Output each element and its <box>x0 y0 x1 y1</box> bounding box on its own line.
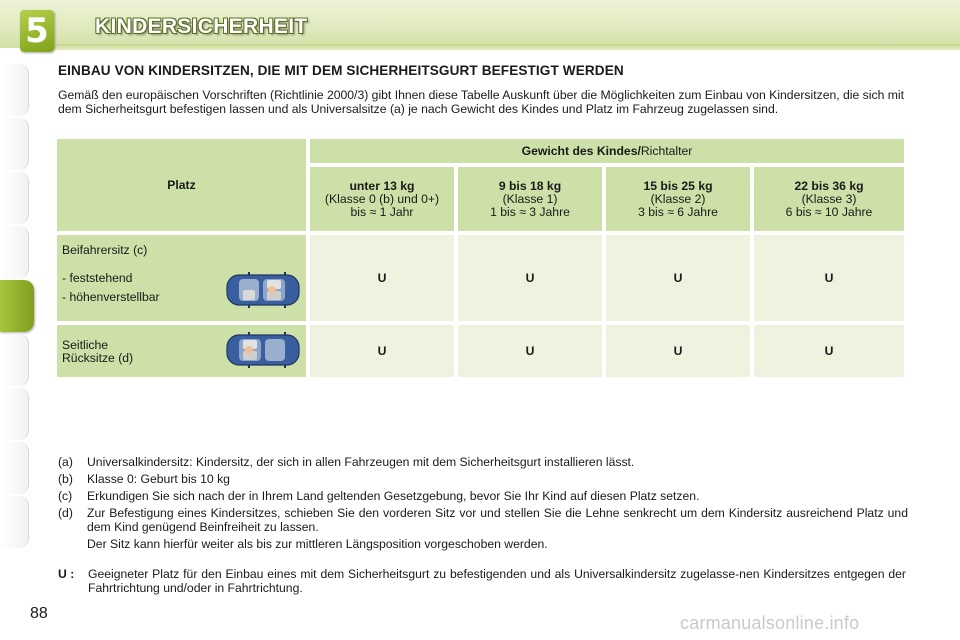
weight-header-rest: Richtalter <box>640 143 693 158</box>
chapter-tab[interactable] <box>0 496 29 548</box>
suitability-cell: U <box>458 235 602 321</box>
row-label-front-passenger <box>57 235 306 321</box>
section-heading: EINBAU VON KINDERSITZEN, DIE MIT DEM SICHERHEITSGURT BEFESTIGT WERDEN <box>58 63 624 78</box>
suitability-cell: U <box>754 235 904 321</box>
weight-header <box>310 139 904 163</box>
weight-class-group: (Klasse 1) <box>502 191 558 206</box>
place-header <box>57 139 306 231</box>
car-topview-front-seat-icon <box>225 271 301 309</box>
child-seat-table <box>53 135 908 381</box>
weight-class-age: 1 bis ≈ 3 Jahre <box>490 204 570 219</box>
footnote-text: Erkundigen Sie sich nach der in Ihrem Land geltenden Gesetzgebung, bevor Sie Ihr Kind auf diesen Platz setzen. <box>87 489 700 503</box>
footnote-a <box>58 455 908 469</box>
chapter-tab[interactable] <box>0 334 29 386</box>
footnote-text: Universalkindersitz: Kindersitz, der sich in allen Fahrzeugen mit dem Sicherheitsgurt installieren lässt. <box>87 455 635 469</box>
suitability-cell: U <box>310 235 454 321</box>
footnote-key: (b) <box>58 472 73 486</box>
watermark: carmanualsonline.info <box>680 613 860 633</box>
footnote-key: (a) <box>58 455 73 469</box>
footnote-extra: Der Sitz kann hierfür weiter als bis zur mittleren Längsposition vorgeschoben werden. <box>87 537 548 551</box>
weight-class-header <box>754 167 904 231</box>
chapter-tab[interactable] <box>0 172 29 224</box>
weight-class-age: bis ≈ 1 Jahr <box>350 204 414 219</box>
weight-header-bold: Gewicht des Kindes/ <box>521 143 641 158</box>
weight-class-group: (Klasse 3) <box>801 191 857 206</box>
chapter-tab[interactable] <box>0 118 29 170</box>
row-label-rear-side <box>57 325 306 377</box>
chapter-tab-active[interactable] <box>0 280 34 332</box>
page-title: KINDERSICHERHEIT <box>95 15 308 38</box>
place-header-label: Platz <box>167 177 196 192</box>
fixed-seat-label: - feststehend <box>62 271 133 285</box>
weight-class-age: 3 bis ≈ 6 Jahre <box>638 204 718 219</box>
weight-class-header <box>606 167 750 231</box>
suitability-cell: U <box>606 235 750 321</box>
chapter-badge: 5 <box>20 10 54 52</box>
weight-class-kg: 9 bis 18 kg <box>498 178 562 193</box>
u-legend <box>58 567 906 595</box>
chapter-tabs <box>0 64 36 574</box>
footnote-c <box>58 489 908 503</box>
u-legend-text: Geeigneter Platz für den Einbau eines mit dem Sicherheitsgurt zu befestigenden und als Universalkindersitz zugelasse-nen Kindersitzes entgegen der Fahrtrichtung und/oder in Fahrtrichtung. <box>88 567 906 595</box>
car-topview-rear-seat-icon <box>225 331 301 369</box>
footnote-key: (c) <box>58 489 73 503</box>
page-number: 88 <box>30 605 48 622</box>
footnote-b <box>58 472 908 486</box>
weight-class-kg: 22 bis 36 kg <box>794 178 864 193</box>
u-legend-key: U : <box>58 567 75 581</box>
height-adjustable-label: - höhenverstellbar <box>62 290 160 304</box>
chapter-tab[interactable] <box>0 64 29 116</box>
footnote-d <box>58 506 908 551</box>
weight-class-header <box>458 167 602 231</box>
weight-class-group: (Klasse 0 (b) und 0+) <box>324 191 440 206</box>
weight-class-age: 6 bis ≈ 10 Jahre <box>785 204 873 219</box>
suitability-cell: U <box>310 325 454 377</box>
suitability-cell: U <box>606 325 750 377</box>
chapter-tab[interactable] <box>0 442 29 494</box>
footnote-text: Klasse 0: Geburt bis 10 kg <box>87 472 230 486</box>
chapter-tab[interactable] <box>0 388 29 440</box>
weight-class-header <box>310 167 454 231</box>
rear-side-label-line1: Seitliche <box>62 338 109 352</box>
footnote-key: (d) <box>58 506 73 520</box>
footnote-text: Zur Befestigung eines Kindersitzes, schieben Sie den vorderen Sitz vor und stellen Sie die Lehne senkrecht um dem Kindersitz ausreichend Platz und dem Kind genügend Beinfreiheit zu lassen. <box>87 506 908 534</box>
front-passenger-label: Beifahrersitz (c) <box>62 243 148 257</box>
weight-class-kg: unter 13 kg <box>349 178 415 193</box>
footnotes <box>58 455 908 554</box>
chapter-tab[interactable] <box>0 226 29 278</box>
rear-side-label-line2: Rücksitze (d) <box>62 351 134 365</box>
weight-class-kg: 15 bis 25 kg <box>643 178 713 193</box>
suitability-cell: U <box>458 325 602 377</box>
suitability-cell: U <box>754 325 904 377</box>
intro-paragraph: Gemäß den europäischen Vorschriften (Richtlinie 2000/3) gibt Ihnen diese Tabelle Auskunft über die Möglichkeiten zum Einbau von Kindersitzen, die sich mit dem Sicherheitsgurt befestigen lassen und als Universalsitze (a) je nach Gewicht des Kindes und Platz im Fahrzeug zugelassen sind. <box>58 88 904 116</box>
weight-class-group: (Klasse 2) <box>650 191 706 206</box>
header-underline <box>50 44 960 50</box>
